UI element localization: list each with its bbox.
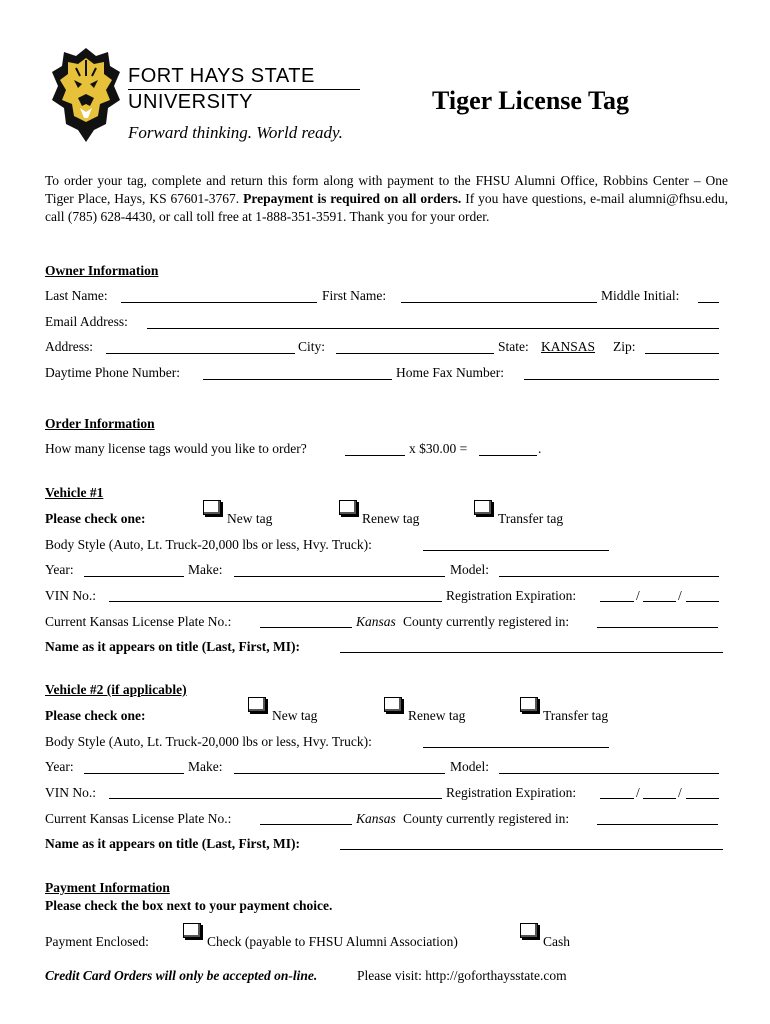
vehicle1-county-label: County currently registered in: [403, 614, 570, 629]
vehicle1-make-label: Make: [188, 562, 223, 577]
credit-card-note: Credit Card Orders will only be accepted on-line. [45, 968, 318, 983]
page-title: Tiger License Tag [432, 86, 629, 115]
quantity-field[interactable] [345, 455, 405, 456]
zip-field[interactable] [645, 353, 719, 354]
vehicle1-model-field[interactable] [499, 576, 719, 577]
vehicle1-slash-2: / [678, 588, 682, 603]
payment-cash-label: Cash [543, 934, 570, 949]
price-label: x $30.00 = [409, 441, 468, 456]
vehicle1-reg-day-field[interactable] [643, 601, 676, 602]
vehicle2-reg-day-field[interactable] [643, 798, 676, 799]
vehicle1-transfer-tag-checkbox[interactable] [474, 500, 492, 515]
vehicle1-check-label: Please check one: [45, 511, 146, 526]
last-name-label: Last Name: [45, 288, 108, 303]
vehicle1-slash-1: / [636, 588, 640, 603]
vehicle1-name-title-label: Name as it appears on title (Last, First, MI): [45, 639, 300, 654]
address-field[interactable] [106, 353, 295, 354]
middle-initial-field[interactable] [698, 302, 719, 303]
payment-check-checkbox[interactable] [183, 923, 201, 938]
intro-bold: Prepayment is required on all orders. [243, 191, 462, 206]
total-field[interactable] [479, 455, 537, 456]
vehicle1-county-field[interactable] [597, 627, 718, 628]
vehicle1-name-title-field[interactable] [340, 652, 723, 653]
address-label: Address: [45, 339, 93, 354]
vehicle2-reg-year-field[interactable] [686, 798, 719, 799]
fax-label: Home Fax Number: [396, 365, 504, 380]
vehicle2-name-title-label: Name as it appears on title (Last, First, MI): [45, 836, 300, 851]
middle-initial-label: Middle Initial: [601, 288, 680, 303]
vehicle2-county-field[interactable] [597, 824, 718, 825]
payment-check-label: Check (payable to FHSU Alumni Association) [207, 934, 458, 949]
vehicle1-vin-label: VIN No.: [45, 588, 96, 603]
vehicle1-year-label: Year: [45, 562, 74, 577]
vehicle2-slash-2: / [678, 785, 682, 800]
vehicle2-new-tag-checkbox[interactable] [248, 697, 266, 712]
university-name-line1: FORT HAYS STATE [128, 65, 315, 87]
vehicle1-reg-exp-label: Registration Expiration: [446, 588, 577, 603]
fax-field[interactable] [524, 379, 719, 380]
university-tagline: Forward thinking. World ready. [128, 123, 343, 142]
vehicle1-body-style-field[interactable] [423, 550, 609, 551]
vehicle1-body-style-label: Body Style (Auto, Lt. Truck-20,000 lbs or less, Hvy. Truck): [45, 537, 372, 552]
vehicle2-heading: Vehicle #2 (if applicable) [45, 682, 187, 697]
vehicle1-transfer-tag-label: Transfer tag [498, 511, 564, 526]
first-name-label: First Name: [322, 288, 387, 303]
payment-instruction: Please check the box next to your payment choice. [45, 898, 333, 913]
phone-field[interactable] [203, 379, 392, 380]
vehicle2-renew-tag-checkbox[interactable] [384, 697, 402, 712]
vehicle2-name-title-field[interactable] [340, 849, 723, 850]
owner-heading: Owner Information [45, 263, 159, 278]
logo-divider [128, 89, 360, 90]
vehicle2-county-label: County currently registered in: [403, 811, 570, 826]
state-label: State: [498, 339, 529, 354]
state-value: KANSAS [541, 339, 596, 354]
vehicle2-model-label: Model: [450, 759, 489, 774]
email-label: Email Address: [45, 314, 128, 329]
vehicle1-plate-field[interactable] [260, 627, 352, 628]
vehicle2-vin-label: VIN No.: [45, 785, 96, 800]
vehicle2-renew-tag-label: Renew tag [408, 708, 466, 723]
visit-website-link[interactable]: Please visit: http://goforthaysstate.com [357, 968, 567, 983]
intro-paragraph [45, 172, 728, 226]
university-name-line2: UNIVERSITY [128, 91, 254, 113]
intro-text-2: If you have questions, e-mail alumni@fhsu.edu, call (785) 628-4430, or call toll free at 1-888-351-3591. Thank you for your order. [45, 191, 728, 224]
vehicle2-make-label: Make: [188, 759, 223, 774]
vehicle2-reg-exp-label: Registration Expiration: [446, 785, 577, 800]
vehicle1-renew-tag-checkbox[interactable] [339, 500, 357, 515]
vehicle1-new-tag-checkbox[interactable] [203, 500, 221, 515]
vehicle1-reg-month-field[interactable] [600, 601, 634, 602]
vehicle1-vin-field[interactable] [109, 601, 442, 602]
vehicle2-model-field[interactable] [499, 773, 719, 774]
vehicle1-plate-label: Current Kansas License Plate No.: [45, 614, 232, 629]
vehicle2-transfer-tag-checkbox[interactable] [520, 697, 538, 712]
vehicle2-body-style-field[interactable] [423, 747, 609, 748]
vehicle2-slash-1: / [636, 785, 640, 800]
vehicle2-vin-field[interactable] [109, 798, 442, 799]
vehicle2-transfer-tag-label: Transfer tag [543, 708, 609, 723]
city-field[interactable] [336, 353, 494, 354]
vehicle2-check-label: Please check one: [45, 708, 146, 723]
phone-label: Daytime Phone Number: [45, 365, 180, 380]
email-field[interactable] [147, 328, 719, 329]
vehicle2-year-field[interactable] [84, 773, 184, 774]
vehicle2-plate-field[interactable] [260, 824, 352, 825]
payment-cash-checkbox[interactable] [520, 923, 538, 938]
vehicle2-year-label: Year: [45, 759, 74, 774]
city-label: City: [298, 339, 326, 354]
vehicle1-make-field[interactable] [234, 576, 445, 577]
vehicle2-reg-month-field[interactable] [600, 798, 634, 799]
payment-enclosed-label: Payment Enclosed: [45, 934, 149, 949]
vehicle1-model-label: Model: [450, 562, 489, 577]
vehicle1-county-kansas: Kansas [356, 614, 396, 629]
tiger-logo-icon [48, 46, 124, 144]
vehicle2-plate-label: Current Kansas License Plate No.: [45, 811, 232, 826]
zip-label: Zip: [613, 339, 636, 354]
vehicle1-renew-tag-label: Renew tag [362, 511, 420, 526]
vehicle1-new-tag-label: New tag [227, 511, 273, 526]
order-heading: Order Information [45, 416, 155, 431]
first-name-field[interactable] [401, 302, 597, 303]
vehicle1-heading: Vehicle #1 [45, 485, 104, 500]
order-period: . [538, 441, 542, 456]
intro-text-1: To order your tag, complete and return this form along with payment to the FHSU Alumni Office, Robbins Center – One Tiger Place, Hays, KS 67601-3767. [45, 173, 728, 206]
payment-heading: Payment Information [45, 880, 170, 895]
order-question: How many license tags would you like to order? [45, 441, 307, 456]
vehicle1-reg-year-field[interactable] [686, 601, 719, 602]
vehicle2-county-kansas: Kansas [356, 811, 396, 826]
vehicle2-make-field[interactable] [234, 773, 445, 774]
last-name-field[interactable] [121, 302, 317, 303]
vehicle2-body-style-label: Body Style (Auto, Lt. Truck-20,000 lbs or less, Hvy. Truck): [45, 734, 372, 749]
vehicle2-new-tag-label: New tag [272, 708, 318, 723]
vehicle1-year-field[interactable] [84, 576, 184, 577]
